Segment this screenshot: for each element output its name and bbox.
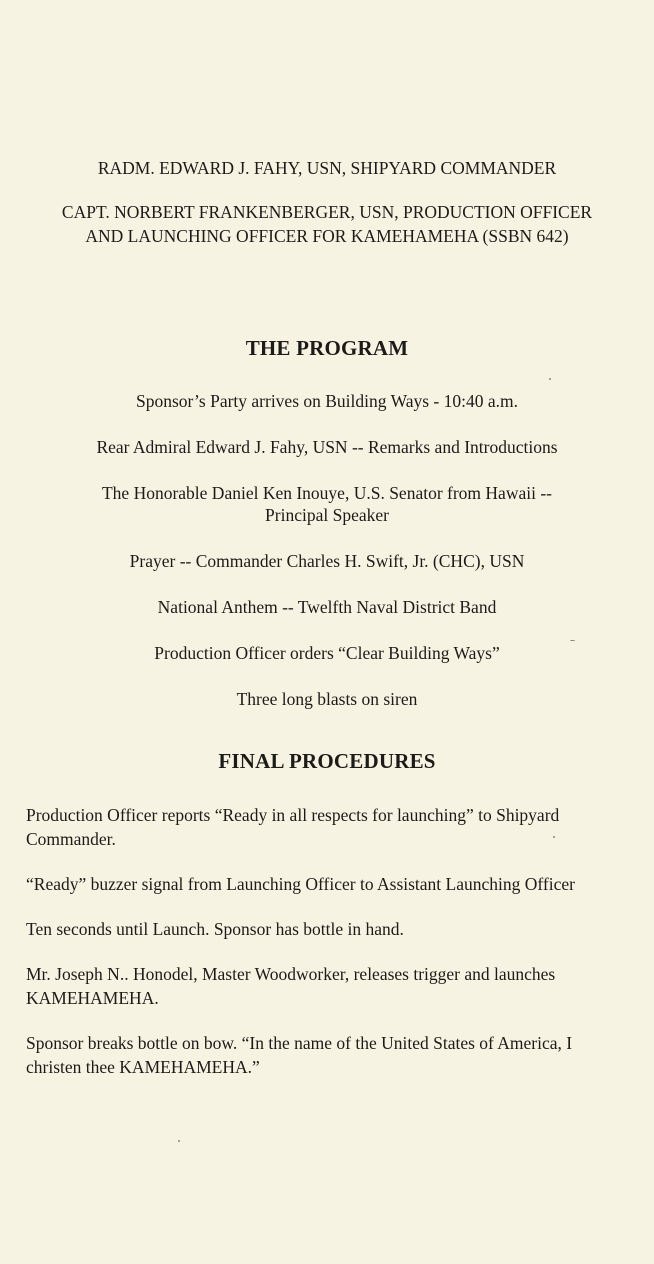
production-officer-line	[0, 200, 654, 248]
program-heading: THE PROGRAM	[245, 336, 409, 360]
officers-block	[0, 156, 654, 268]
paper-speck	[553, 836, 555, 838]
procedure-item: Production Officer reports “Ready in all respects for launching” to Shipyard Commander.	[26, 805, 560, 849]
paper-speck	[178, 1140, 180, 1142]
program-item: Production Officer orders “Clear Building Ways”	[154, 643, 500, 663]
program-item: National Anthem -- Twelfth Naval District Band	[157, 597, 497, 617]
program-item-speaker-line-1: The Honorable Daniel Ken Inouye, U.S. Senator from Hawaii --	[101, 483, 552, 503]
paper-speck	[570, 640, 575, 641]
program-item-speaker-line-2: Principal Speaker	[265, 505, 389, 525]
production-officer-line-1: CAPT. NORBERT FRANKENBERGER, USN, PRODUCTION OFFICER	[61, 202, 593, 222]
procedure-item: Ten seconds until Launch. Sponsor has bottle in hand.	[26, 919, 404, 939]
program-item-speaker	[20, 482, 634, 526]
program-item: Sponsor’s Party arrives on Building Ways - 10:40 a.m.	[136, 391, 518, 411]
program-item: Prayer -- Commander Charles H. Swift, Jr. (CHC), USN	[129, 551, 525, 571]
shipyard-commander-line: RADM. EDWARD J. FAHY, USN, SHIPYARD COMMANDER	[97, 158, 557, 178]
paper-speck	[549, 378, 551, 380]
procedure-item: “Ready” buzzer signal from Launching Officer to Assistant Launching Officer	[26, 874, 575, 894]
procedure-item: Mr. Joseph N.. Honodel, Master Woodworker, releases trigger and launches KAMEHAMEHA.	[26, 964, 556, 1008]
program-item: Three long blasts on siren	[236, 689, 418, 709]
final-procedures-heading: FINAL PROCEDURES	[218, 749, 436, 773]
program-item: Rear Admiral Edward J. Fahy, USN -- Remarks and Introductions	[96, 437, 558, 457]
program-list	[20, 390, 634, 734]
procedure-item: Sponsor breaks bottle on bow. “In the name of the United States of America, I christen thee KAMEHAMEHA.”	[26, 1033, 573, 1077]
final-procedures-list	[26, 803, 596, 1100]
production-officer-line-2: AND LAUNCHING OFFICER FOR KAMEHAMEHA (SSBN 642)	[85, 226, 569, 246]
